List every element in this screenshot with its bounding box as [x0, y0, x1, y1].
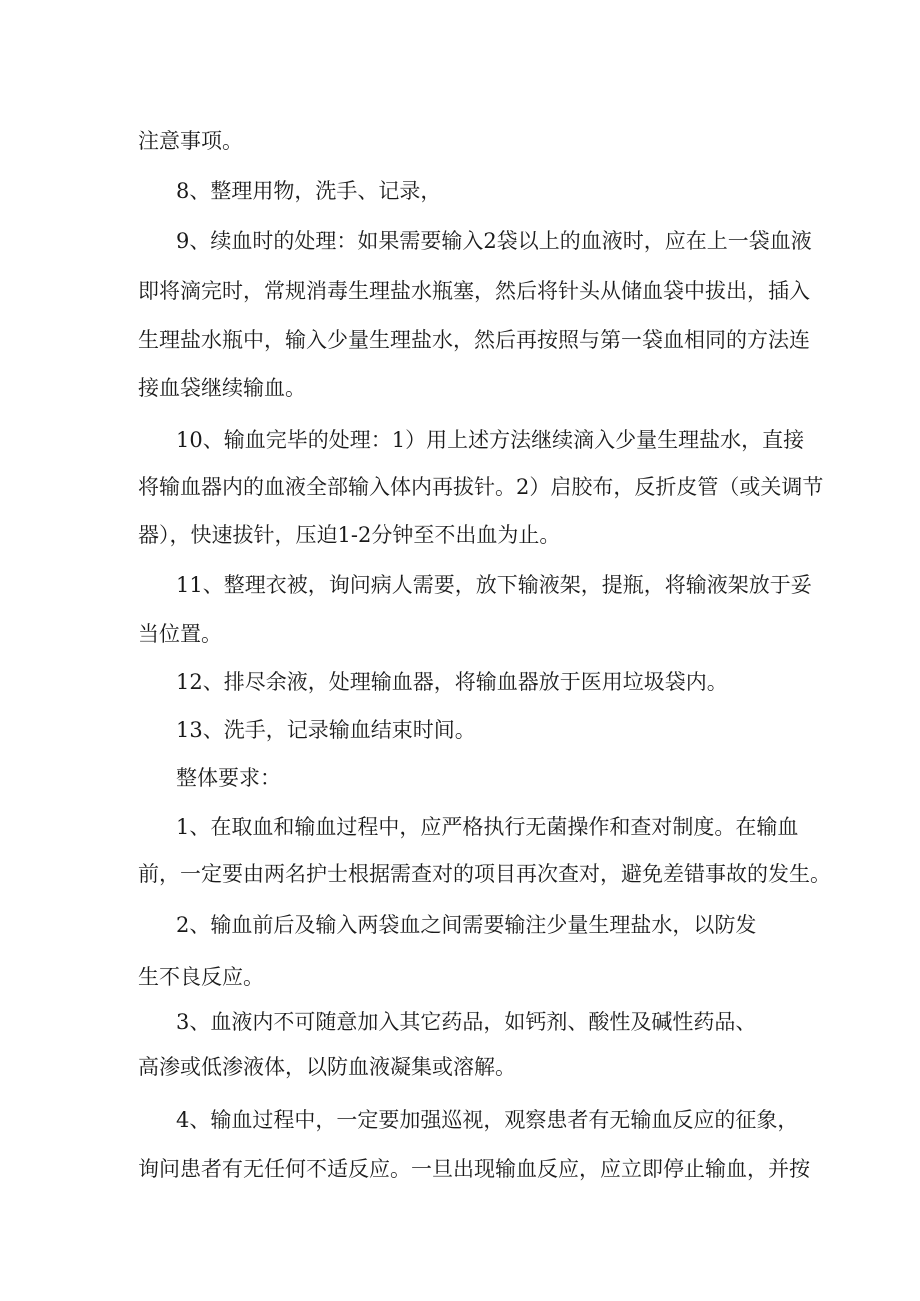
text-line: 生不良反应。 — [138, 965, 264, 989]
text-line: 11、整理衣被，询问病人需要，放下输液架，提瓶，将输液架放于妥 — [176, 573, 812, 597]
text-line: 12、排尽余液，处理输血器，将输血器放于医用垃圾袋内。 — [176, 670, 728, 694]
section-heading: 整体要求： — [176, 766, 281, 790]
text-line: 前，一定要由两名护士根据需查对的项目再次查对，避免差错事故的发生。 — [138, 862, 831, 886]
text-line: 生理盐水瓶中，输入少量生理盐水，然后再按照与第一袋血相同的方法连 — [138, 328, 810, 352]
text-line: 10、输血完毕的处理：1）用上述方法继续滴入少量生理盐水，直接 — [176, 428, 805, 452]
text-line: 将输血器内的血液全部输入体内再拔针。2）启胶布，反折皮管（或关调节 — [138, 475, 824, 499]
text-line: 8、整理用物，洗手、记录， — [176, 179, 442, 203]
text-line: 1、在取血和输血过程中，应严格执行无菌操作和查对制度。在输血 — [176, 815, 799, 839]
text-line: 即将滴完时，常规消毒生理盐水瓶塞，然后将针头从储血袋中拔出，插入 — [138, 279, 810, 303]
text-line: 2、输血前后及输入两袋血之间需要输注少量生理盐水，以防发 — [176, 913, 757, 937]
text-line: 接血袋继续输血。 — [138, 376, 306, 400]
text-line: 当位置。 — [138, 622, 222, 646]
text-line: 4、输血过程中，一定要加强巡视，观察患者有无输血反应的征象， — [176, 1108, 799, 1132]
text-line: 询问患者有无任何不适反应。一旦出现输血反应，应立即停止输血，并按 — [138, 1157, 810, 1181]
text-line: 3、血液内不可随意加入其它药品，如钙剂、酸性及碱性药品、 — [176, 1010, 757, 1034]
text-line: 器），快速拔针，压迫1-2分钟至不出血为止。 — [138, 523, 561, 547]
text-line: 高渗或低渗液体，以防血液凝集或溶解。 — [138, 1055, 516, 1079]
text-line: 13、洗手，记录输血结束时间。 — [176, 718, 476, 742]
text-line: 注意事项。 — [138, 129, 243, 153]
text-line: 9、续血时的处理：如果需要输入2袋以上的血液时，应在上一袋血液 — [176, 229, 812, 253]
